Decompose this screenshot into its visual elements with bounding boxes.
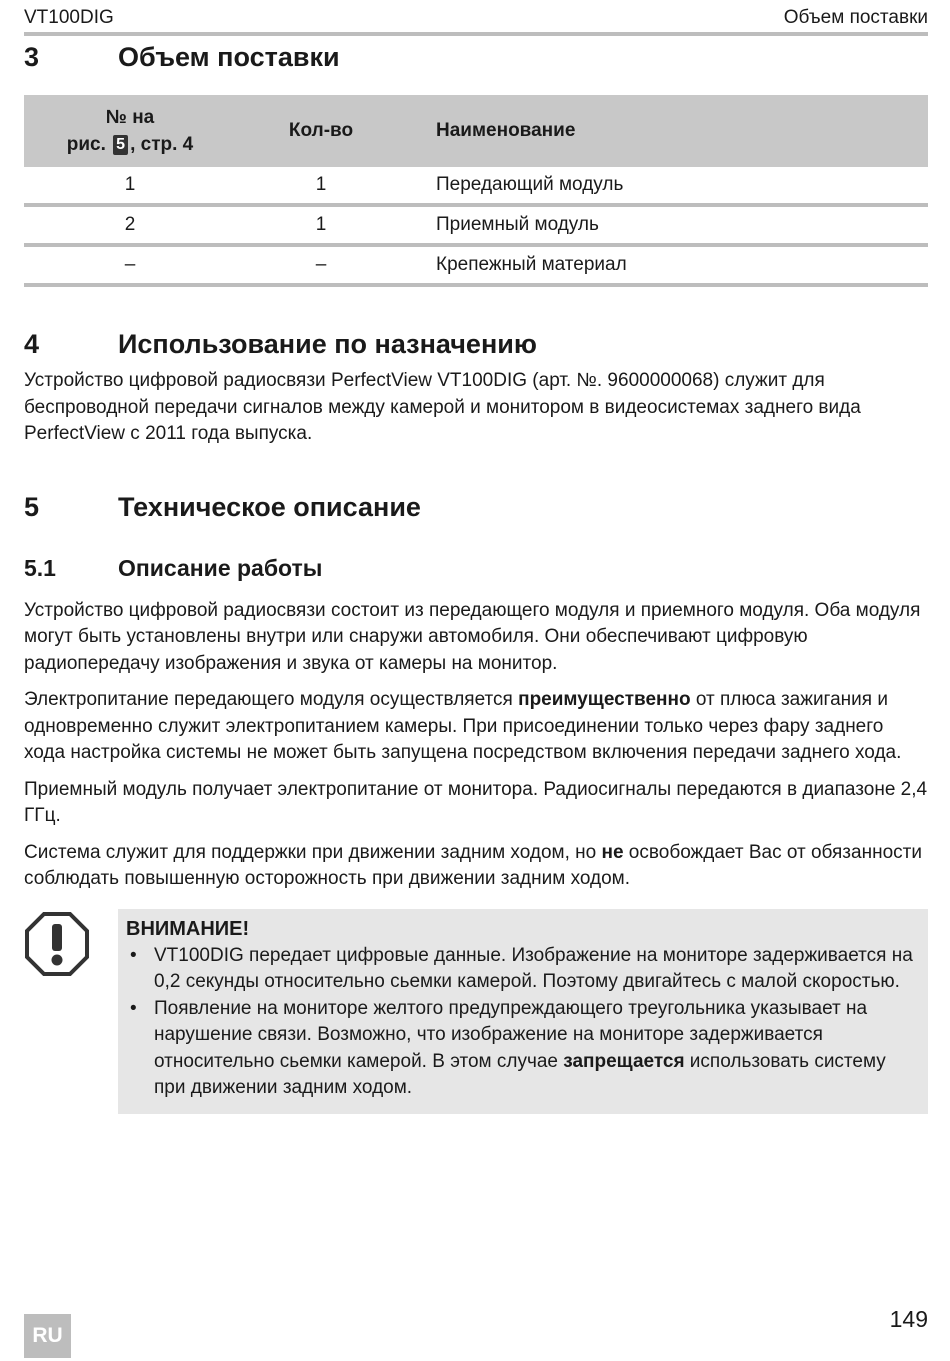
emphasis-text: запрещается — [563, 1050, 685, 1072]
header-product: VT100DIG — [24, 7, 114, 28]
table-header-row — [24, 95, 928, 167]
list-item: • Появление на мониторе желтого предупреждающего треугольника указывает на нарушение связи. Возможно, что изображение на мониторе задерживается относительно сьемки камерой. В этом случае запрещается использовать систему при движении задним ходом. — [126, 996, 918, 1102]
table-row — [24, 205, 928, 245]
section-number: 3 — [24, 42, 40, 72]
warning-box — [118, 909, 928, 1114]
list-item: • VT100DIG передает цифровые данные. Изображение на мониторе задерживается на 0,2 секунды относительно сьемки камерой. Поэтому двигайтесь с малой скоростью. — [126, 943, 918, 996]
warning-title: ВНИМАНИЕ! — [126, 917, 250, 940]
table-row — [24, 167, 928, 205]
warning-icon-column — [24, 909, 118, 1114]
page-number: 149 — [889, 1306, 928, 1332]
function-paragraph-2: Электропитание передающего модуля осуществляется преимущественно от плюса зажигания и одновременно служит электропитанием камеры. При присоединении только через фару заднего хода настройка системы не может быть запущена посредством включения передачи заднего хода. — [24, 689, 902, 763]
subsection-title: Описание работы — [118, 554, 323, 581]
emphasis-text: преимущественно — [518, 689, 691, 710]
cell-quantity: – — [236, 245, 406, 285]
document-page — [24, 0, 928, 1114]
function-paragraph-1: Устройство цифровой радиосвязи состоит из передающего модуля и приемного модуля. Оба модуля могут быть установлены внутри или снаружи автомобиля. Они обеспечивают цифровую радиопередачу изображения и звука от камеры на монитор. — [24, 599, 921, 674]
section-title: Объем поставки — [118, 42, 340, 72]
section-5-heading — [24, 492, 928, 523]
section-title: Техническое описание — [118, 491, 421, 522]
section-3-heading — [24, 42, 928, 73]
exclamation-octagon-icon — [24, 911, 90, 977]
section-number: 5 — [24, 491, 40, 522]
cell-position: 2 — [24, 205, 236, 245]
header-position: № на рис. 5 , стр. 4 — [24, 95, 236, 167]
cell-position: – — [24, 245, 236, 285]
header-chapter: Объем поставки — [783, 7, 928, 28]
header-quantity: Кол-во — [236, 95, 406, 167]
language-tab: RU — [24, 1314, 71, 1358]
cell-quantity: 1 — [236, 205, 406, 245]
function-paragraph-3: Приемный модуль получает электропитание от монитора. Радиосигналы передаются в диапазоне 2,4 ГГц. — [24, 778, 928, 826]
warning-list — [126, 943, 918, 1102]
section-number: 4 — [24, 329, 40, 359]
subsection-number: 5.1 — [24, 554, 56, 581]
cell-position: 1 — [24, 167, 236, 205]
section-title: Использование по назначению — [118, 329, 537, 359]
running-header — [24, 0, 928, 36]
section-5-1-heading — [24, 555, 928, 582]
function-paragraph-4: Система служит для поддержки при движении задним ходом, но не освобождает Вас от обязанности соблюдать повышенную осторожность при движении задним ходом. — [24, 841, 922, 889]
table-row — [24, 245, 928, 285]
cell-quantity: 1 — [236, 167, 406, 205]
figure-badge: 5 — [113, 135, 128, 155]
warning-block — [24, 909, 928, 1114]
section-4-heading — [24, 329, 928, 360]
cell-name: Передающий модуль — [406, 167, 928, 205]
cell-name: Крепежный материал — [406, 245, 928, 285]
intended-use-paragraph: Устройство цифровой радиосвязи PerfectView VT100DIG (арт. №. 9600000068) служит для беспроводной передачи сигналов между камерой и монитором в видеосистемах заднего вида PerfectView с 2011 года выпуска. — [24, 370, 861, 444]
scope-of-delivery-table — [24, 95, 928, 287]
cell-name: Приемный модуль — [406, 205, 928, 245]
header-name: Наименование — [406, 95, 928, 167]
emphasis-text: не — [601, 841, 624, 863]
